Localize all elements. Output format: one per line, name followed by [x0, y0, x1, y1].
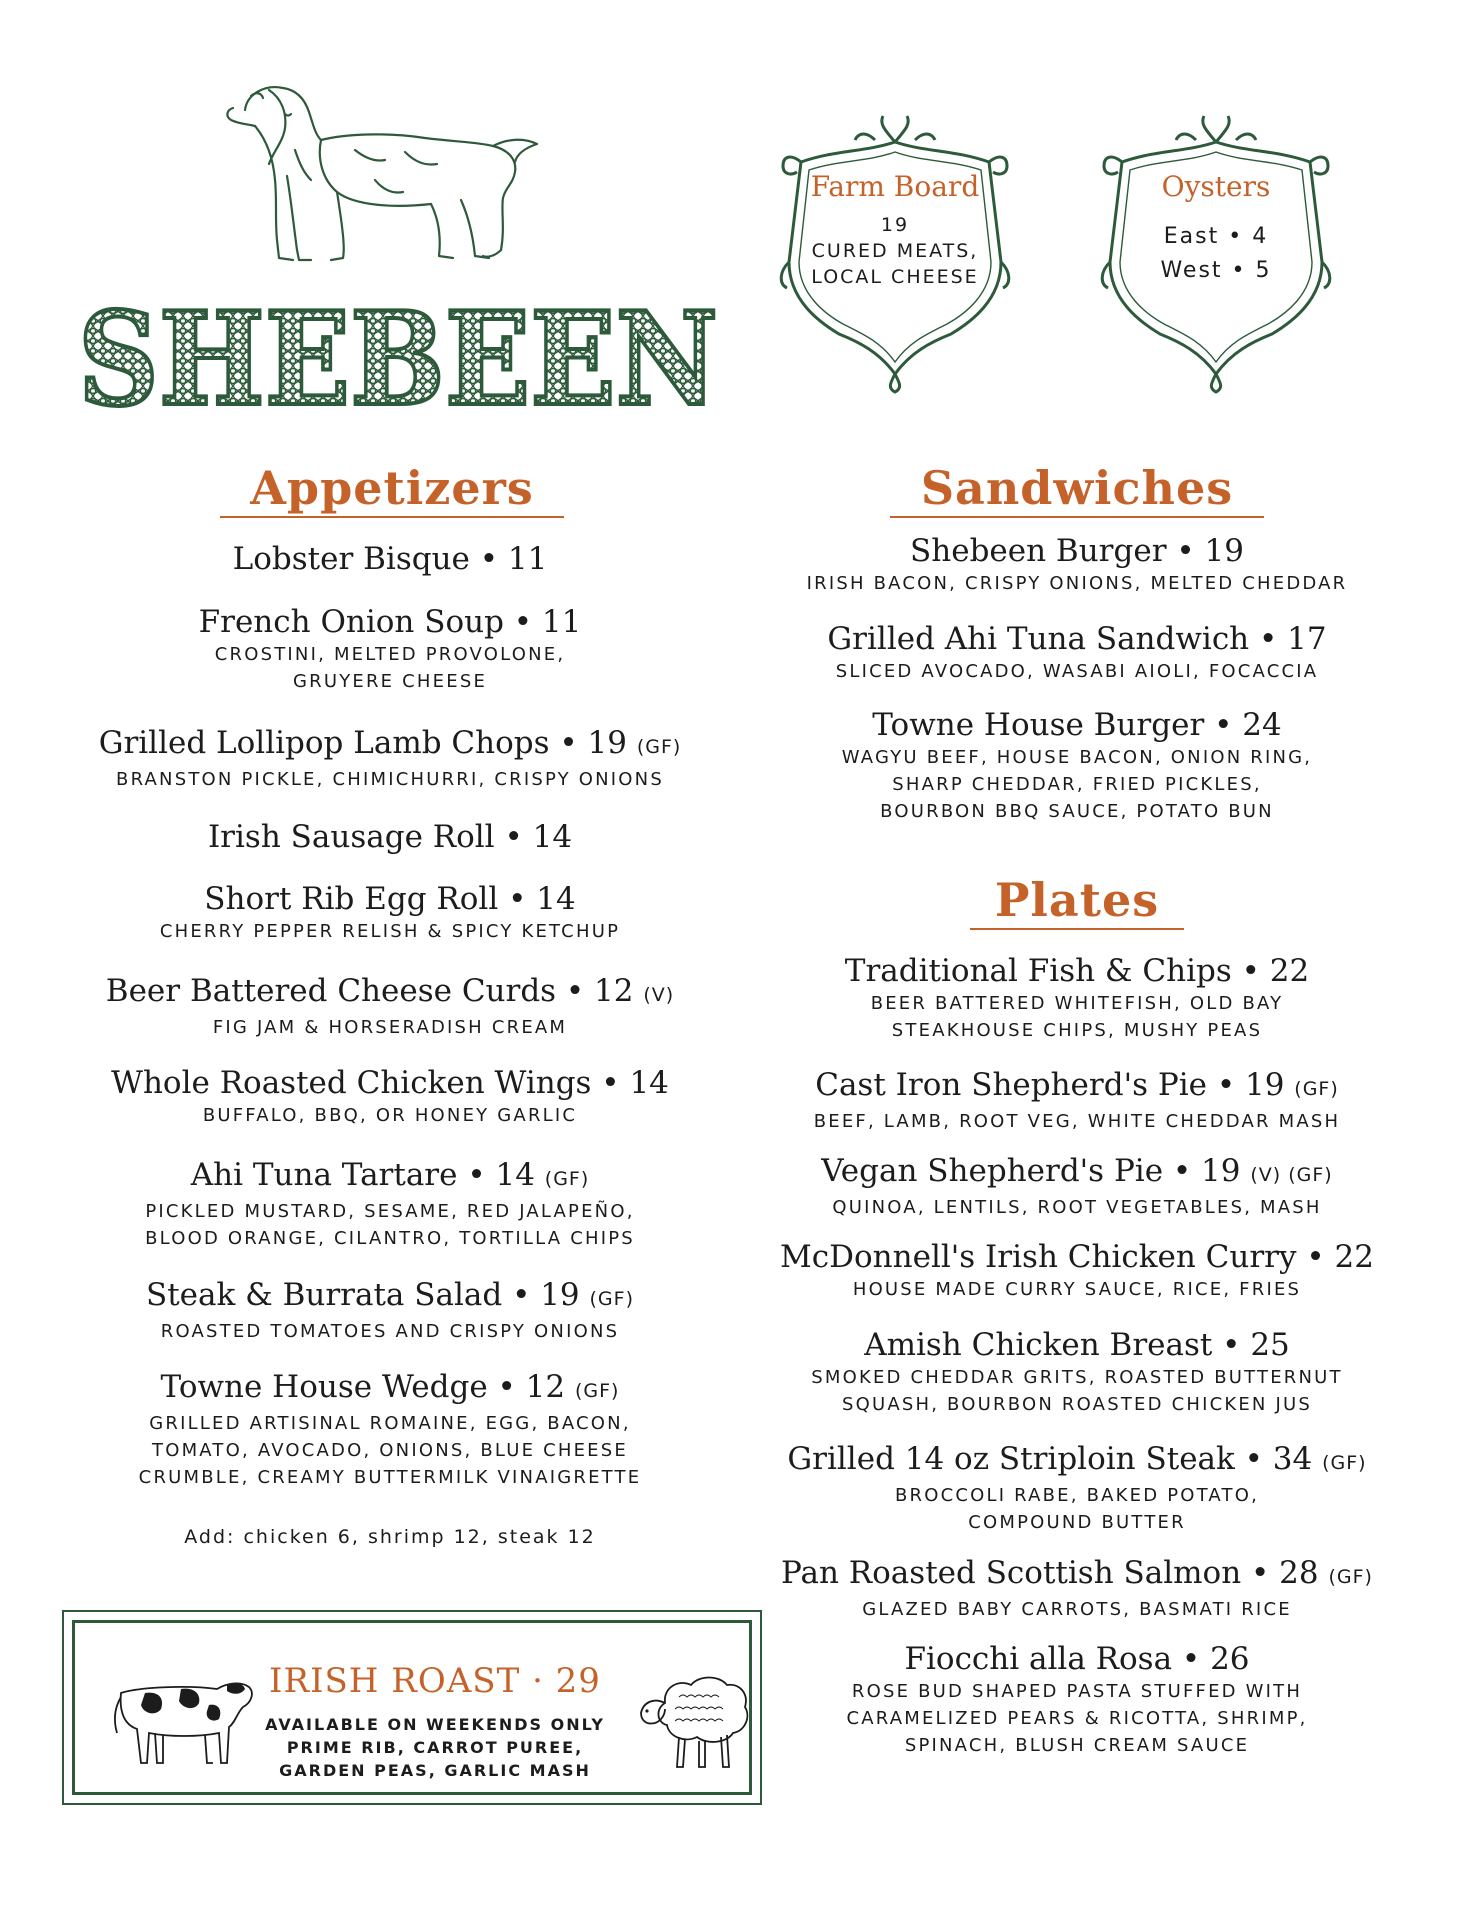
- item-tag: (GF): [1328, 1566, 1373, 1588]
- farm-board-line: CURED MEATS,: [811, 240, 979, 262]
- item-desc: ROSE BUD SHAPED PASTA STUFFED WITH: [851, 1681, 1303, 1702]
- item-desc: COMPOUND BUTTER: [968, 1512, 1186, 1533]
- item-desc: ROASTED TOMATOES AND CRISPY ONIONS: [160, 1321, 620, 1342]
- menu-item: [752, 1238, 1402, 1303]
- farm-board-title: Farm Board: [810, 170, 980, 203]
- item-desc: CARAMELIZED PEARS & RICOTTA, SHRIMP,: [846, 1708, 1308, 1729]
- item-desc: GLAZED BABY CARROTS, BASMATI RICE: [862, 1599, 1292, 1620]
- item-desc: SQUASH, BOURBON ROASTED CHICKEN JUS: [841, 1394, 1313, 1415]
- item-name: Vegan Shepherd's Pie • 19: [821, 1153, 1241, 1189]
- menu-item: [60, 1064, 720, 1129]
- irish-roast-inner-border: [72, 1620, 752, 1795]
- irish-roast-line: GARDEN PEAS, GARLIC MASH: [279, 1761, 591, 1780]
- menu-item: [752, 706, 1402, 825]
- item-name: Grilled Lollipop Lamb Chops • 19: [98, 725, 627, 761]
- item-desc: BEEF, LAMB, ROOT VEG, WHITE CHEDDAR MASH: [813, 1111, 1341, 1132]
- plates-title: Plates: [970, 872, 1184, 930]
- item-name: Cast Iron Shepherd's Pie • 19: [815, 1067, 1285, 1103]
- item-name: Towne House Burger • 24: [872, 707, 1282, 743]
- item-desc: GRILLED ARTISINAL ROMAINE, EGG, BACON,: [149, 1413, 631, 1434]
- item-desc: BOURBON BBQ SAUCE, POTATO BUN: [880, 801, 1274, 822]
- item-tag: (V): [643, 984, 675, 1006]
- irish-roast-line: AVAILABLE ON WEEKENDS ONLY: [265, 1715, 605, 1734]
- item-name: McDonnell's Irish Chicken Curry • 22: [780, 1239, 1374, 1275]
- item-desc: GRUYERE CHEESE: [292, 671, 488, 692]
- item-desc: BRANSTON PICKLE, CHIMICHURRI, CRISPY ONIONS: [116, 769, 664, 790]
- farm-board-price: 19: [880, 214, 910, 236]
- item-name: Ahi Tuna Tartare • 14: [190, 1157, 535, 1193]
- menu-item: [60, 1368, 720, 1491]
- item-desc: SPINACH, BLUSH CREAM SAUCE: [904, 1735, 1250, 1756]
- item-name: Pan Roasted Scottish Salmon • 28: [781, 1555, 1319, 1591]
- item-desc: PICKLED MUSTARD, SESAME, RED JALAPEÑO,: [145, 1201, 635, 1222]
- item-tag: (GF): [544, 1168, 590, 1190]
- item-desc: CHERRY PEPPER RELISH & SPICY KETCHUP: [159, 921, 621, 942]
- menu-item: [752, 1152, 1402, 1221]
- item-name: Beer Battered Cheese Curds • 12: [105, 973, 634, 1009]
- menu-item: [60, 818, 720, 856]
- item-tag: (GF): [589, 1288, 634, 1310]
- sheep-icon: [635, 1663, 755, 1773]
- oysters-west: West • 5: [1160, 258, 1272, 283]
- item-tag: (GF): [1322, 1452, 1367, 1474]
- item-desc: BROCCOLI RABE, BAKED POTATO,: [894, 1485, 1260, 1506]
- menu-item: [752, 1326, 1402, 1418]
- item-desc: STEAKHOUSE CHIPS, MUSHY PEAS: [891, 1020, 1263, 1041]
- menu-item: [60, 972, 720, 1041]
- item-name: Fiocchi alla Rosa • 26: [904, 1641, 1250, 1677]
- item-desc: FIG JAM & HORSERADISH CREAM: [212, 1017, 568, 1038]
- appetizers-title: Appetizers: [220, 460, 564, 518]
- item-desc: SHARP CHEDDAR, FRIED PICKLES,: [892, 774, 1262, 795]
- item-tag: (GF): [574, 1380, 620, 1402]
- menu-item: [60, 1276, 720, 1345]
- menu-item: [60, 603, 720, 695]
- item-desc: WAGYU BEEF, HOUSE BACON, ONION RING,: [841, 747, 1313, 768]
- irish-roast-box: [62, 1610, 762, 1805]
- item-tag: (V) (GF): [1250, 1164, 1333, 1186]
- item-name: French Onion Soup • 11: [198, 604, 582, 640]
- item-name: Traditional Fish & Chips • 22: [844, 953, 1310, 989]
- oysters-east: East • 4: [1163, 224, 1269, 249]
- sandwiches-plates-section: [752, 0, 1402, 1920]
- menu-item: [752, 1640, 1402, 1759]
- item-desc: BEER BATTERED WHITEFISH, OLD BAY: [870, 993, 1284, 1014]
- sandwiches-title: Sandwiches: [890, 460, 1264, 518]
- item-desc: BUFFALO, BBQ, OR HONEY GARLIC: [202, 1105, 578, 1126]
- menu-item: [752, 532, 1402, 597]
- menu-item: [752, 1554, 1402, 1623]
- item-name: Grilled Ahi Tuna Sandwich • 17: [827, 621, 1327, 657]
- cow-icon: [109, 1663, 259, 1773]
- item-name: Irish Sausage Roll • 14: [207, 819, 573, 855]
- item-desc: BLOOD ORANGE, CILANTRO, TORTILLA CHIPS: [145, 1228, 635, 1249]
- item-desc: TOMATO, AVOCADO, ONIONS, BLUE CHEESE: [152, 1440, 628, 1461]
- menu-item: [752, 1440, 1402, 1536]
- item-tag: (GF): [1294, 1078, 1339, 1100]
- item-name: Towne House Wedge • 12: [160, 1369, 566, 1405]
- menu-item: [60, 540, 720, 578]
- item-name: Lobster Bisque • 11: [232, 541, 548, 577]
- item-tag: (GF): [636, 736, 682, 758]
- item-name: Shebeen Burger • 19: [910, 533, 1244, 569]
- item-name: Amish Chicken Breast • 25: [864, 1327, 1290, 1363]
- menu-item: [60, 724, 720, 793]
- logo-text: SHEBEEN: [78, 285, 718, 435]
- menu-item: [752, 952, 1402, 1044]
- item-desc: SMOKED CHEDDAR GRITS, ROASTED BUTTERNUT: [811, 1367, 1343, 1388]
- oysters-title: Oysters: [1161, 170, 1271, 203]
- item-name: Steak & Burrata Salad • 19: [145, 1277, 580, 1313]
- item-desc: CRUMBLE, CREAMY BUTTERMILK VINAIGRETTE: [138, 1467, 642, 1488]
- add-on-note: Add: chicken 6, shrimp 12, steak 12: [184, 1526, 596, 1548]
- item-name: Short Rib Egg Roll • 14: [204, 881, 576, 917]
- menu-item: [752, 1066, 1402, 1135]
- irish-roast-line: PRIME RIB, CARROT PUREE,: [286, 1738, 584, 1757]
- menu-item: [752, 620, 1402, 685]
- irish-roast-title: IRISH ROAST · 29: [269, 1661, 601, 1701]
- item-name: Grilled 14 oz Striploin Steak • 34: [787, 1441, 1313, 1477]
- menu-item: [60, 1156, 720, 1252]
- item-desc: HOUSE MADE CURRY SAUCE, RICE, FRIES: [852, 1279, 1302, 1300]
- item-desc: QUINOA, LENTILS, ROOT VEGETABLES, MASH: [832, 1197, 1322, 1218]
- item-desc: IRISH BACON, CRISPY ONIONS, MELTED CHEDDAR: [806, 573, 1348, 594]
- item-desc: CROSTINI, MELTED PROVOLONE,: [214, 644, 566, 665]
- item-name: Whole Roasted Chicken Wings • 14: [111, 1065, 669, 1101]
- menu-item: [60, 880, 720, 945]
- farm-board-line: LOCAL CHEESE: [811, 266, 979, 288]
- item-desc: SLICED AVOCADO, WASABI AIOLI, FOCACCIA: [835, 661, 1319, 682]
